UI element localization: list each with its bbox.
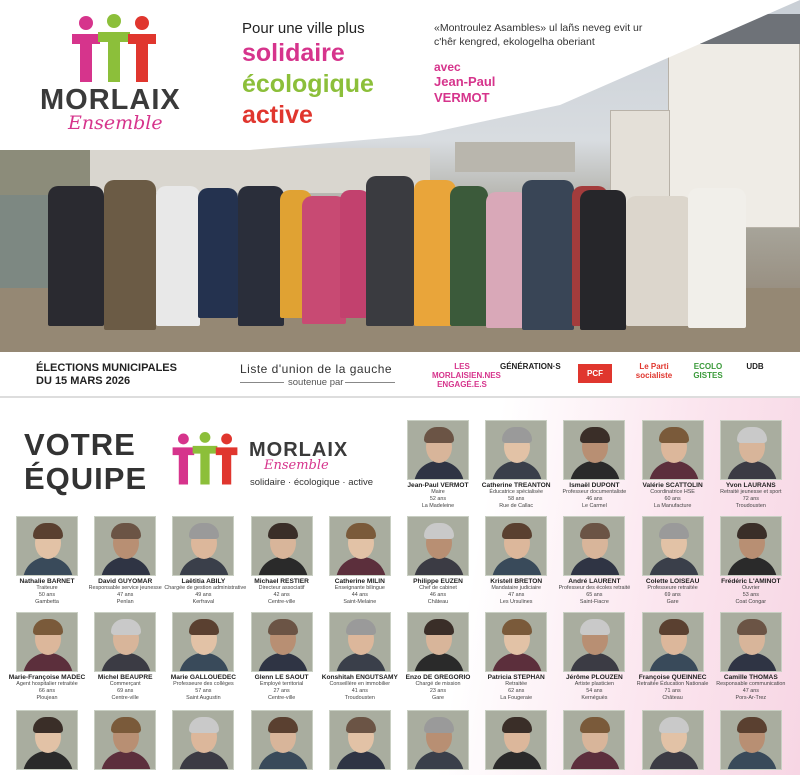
member-neighborhood: Centre-ville bbox=[267, 599, 296, 605]
member-neighborhood: Gambetta bbox=[35, 599, 59, 605]
member-portrait bbox=[407, 612, 469, 672]
team-member-card bbox=[8, 710, 86, 770]
member-age: 47 ans bbox=[508, 592, 525, 598]
member-role: Directeur associatif bbox=[258, 585, 305, 591]
member-age: 72 ans bbox=[742, 496, 759, 502]
team-member-card bbox=[8, 612, 86, 708]
morlaix-ensemble-logo-icon bbox=[66, 14, 162, 84]
member-role: Professeur documentaliste bbox=[562, 489, 627, 495]
union-title: Liste d'union de la gauche bbox=[240, 362, 393, 376]
member-portrait bbox=[407, 710, 469, 770]
member-name: Frédéric L'AMINOT bbox=[721, 578, 781, 585]
member-name: Ismaël DUPONT bbox=[569, 482, 620, 489]
member-role: Chargée de gestion administrative bbox=[164, 585, 247, 591]
member-portrait bbox=[251, 612, 313, 672]
member-portrait bbox=[485, 710, 547, 770]
team-member-card bbox=[164, 516, 247, 612]
member-portrait bbox=[642, 710, 704, 770]
member-age: 65 ans bbox=[586, 592, 603, 598]
member-portrait bbox=[172, 612, 234, 672]
member-neighborhood: Saint Augustin bbox=[186, 695, 221, 701]
member-portrait bbox=[485, 516, 547, 576]
member-age: 52 ans bbox=[429, 496, 447, 502]
member-role: Traiteure bbox=[36, 585, 58, 591]
team-member-card bbox=[712, 516, 790, 612]
member-role: Éducatrice spécialisée bbox=[489, 489, 543, 495]
team-member-card bbox=[712, 612, 790, 708]
member-portrait bbox=[329, 516, 391, 576]
member-role: Coordinatrice HSE bbox=[650, 489, 695, 495]
member-name: Laëtitia ABILY bbox=[181, 578, 226, 585]
team-member-card bbox=[634, 612, 712, 708]
member-neighborhood: Coat Congar bbox=[735, 599, 767, 605]
member-neighborhood: Pors-Ar-Trez bbox=[735, 695, 767, 701]
member-name: Patricia STEPHAN bbox=[487, 674, 545, 681]
member-neighborhood: Rue de Callac bbox=[499, 503, 534, 509]
team-member-card bbox=[321, 612, 399, 708]
team-member-card bbox=[555, 612, 633, 708]
member-neighborhood: La Fougeraie bbox=[500, 695, 533, 701]
member-portrait bbox=[642, 516, 704, 576]
team-member-card bbox=[8, 516, 86, 612]
member-age: 41 ans bbox=[351, 688, 368, 694]
team-member-card bbox=[477, 710, 555, 770]
member-role: Responsable communication bbox=[716, 681, 786, 687]
member-role: Professeure retraitée bbox=[647, 585, 698, 591]
party-logo: UDB bbox=[746, 362, 764, 371]
member-portrait bbox=[16, 612, 78, 672]
member-portrait bbox=[563, 612, 625, 672]
member-age: 44 ans bbox=[351, 592, 368, 598]
team-member-card bbox=[321, 516, 399, 612]
team-member-card bbox=[164, 710, 242, 770]
team-member-card bbox=[634, 420, 712, 516]
member-role: Retraitée Éducation Nationale bbox=[636, 681, 709, 687]
member-age: 23 ans bbox=[429, 688, 447, 694]
party-logo: GÉNÉRATION·S bbox=[500, 362, 561, 371]
member-age: 60 ans bbox=[664, 496, 681, 502]
member-role: Commerçant bbox=[109, 681, 141, 687]
member-name: Nathalie BARNET bbox=[19, 578, 75, 585]
member-neighborhood: Château bbox=[427, 599, 449, 605]
team-member-card bbox=[477, 612, 555, 708]
member-age: 69 ans bbox=[117, 688, 134, 694]
member-name: Yvon LAURANS bbox=[725, 482, 776, 489]
member-portrait bbox=[720, 420, 782, 480]
team-member-card bbox=[634, 516, 712, 612]
member-role: Ouvrier bbox=[741, 585, 760, 591]
member-neighborhood: Le Carmel bbox=[581, 503, 607, 509]
party-logo: ECOLO GISTES bbox=[693, 362, 723, 380]
member-portrait bbox=[94, 710, 156, 770]
team-member-card bbox=[712, 710, 790, 770]
team-member-card bbox=[399, 612, 477, 708]
brand-wordmark-small: MORLAIX bbox=[249, 439, 349, 461]
member-portrait bbox=[329, 710, 391, 770]
member-neighborhood: Saint-Fiacre bbox=[579, 599, 609, 605]
member-portrait bbox=[16, 710, 78, 770]
member-neighborhood: Troudousten bbox=[344, 695, 375, 701]
team-member-card bbox=[86, 710, 164, 770]
member-neighborhood: Château bbox=[662, 695, 683, 701]
member-age: 47 ans bbox=[742, 688, 759, 694]
morlaix-ensemble-logo-icon bbox=[166, 432, 244, 486]
member-role: Chargé de mission bbox=[415, 681, 461, 687]
member-portrait bbox=[720, 612, 782, 672]
member-age: 47 ans bbox=[117, 592, 134, 598]
member-portrait bbox=[94, 516, 156, 576]
member-name: Glenn LE SAOUT bbox=[254, 674, 309, 681]
team-member-card bbox=[399, 516, 477, 612]
team-member-card bbox=[477, 420, 555, 516]
member-name: Marie GALLOUEDEC bbox=[170, 674, 236, 681]
team-member-card bbox=[634, 710, 712, 770]
team-member-card bbox=[164, 612, 242, 708]
team-member-card bbox=[321, 710, 399, 770]
slogan-active: active bbox=[242, 101, 313, 129]
member-age: 69 ans bbox=[664, 592, 681, 598]
member-role: Chef de cabinet bbox=[419, 585, 457, 591]
member-name: Enzo DE GREGORIO bbox=[405, 674, 471, 681]
member-age: 58 ans bbox=[508, 496, 525, 502]
member-age: 53 ans bbox=[742, 592, 759, 598]
member-neighborhood: Ploujean bbox=[36, 695, 58, 701]
slogan-solidaire: solidaire bbox=[242, 39, 345, 67]
member-name: Colette LOISEAU bbox=[645, 578, 700, 585]
team-member-card bbox=[86, 612, 164, 708]
member-portrait bbox=[642, 612, 704, 672]
team-member-card bbox=[243, 516, 321, 612]
member-role: Retraité jeunesse et sport bbox=[720, 489, 782, 495]
member-portrait bbox=[642, 420, 704, 480]
member-age: 50 ans bbox=[38, 592, 56, 598]
member-role: Professeure des collèges bbox=[173, 681, 234, 687]
member-name: Michel BEAUPRE bbox=[97, 674, 153, 681]
member-role: Professeur des écoles retraité bbox=[558, 585, 631, 591]
election-date: ÉLECTIONS MUNICIPALES DU 15 MARS 2026 bbox=[36, 362, 177, 387]
member-role: Artiste plasticien bbox=[574, 681, 615, 687]
member-portrait bbox=[563, 516, 625, 576]
member-neighborhood: Troudousten bbox=[735, 503, 766, 509]
member-name: Jérôme PLOUZEN bbox=[565, 674, 623, 681]
member-portrait bbox=[16, 516, 78, 576]
member-name: André LAURENT bbox=[568, 578, 621, 585]
member-portrait bbox=[251, 516, 313, 576]
party-logo: PCF bbox=[578, 364, 612, 383]
team-member-card bbox=[243, 612, 321, 708]
divider bbox=[345, 382, 395, 383]
member-age: 71 ans bbox=[664, 688, 681, 694]
brand-wordmark: MORLAIX bbox=[40, 84, 181, 116]
slogan-intro: Pour une ville plus bbox=[242, 20, 365, 37]
team-member-card bbox=[477, 516, 555, 612]
member-neighborhood: Centre-ville bbox=[111, 695, 139, 701]
member-name: Michael RESTIER bbox=[254, 578, 309, 585]
member-neighborhood: Les Ursulines bbox=[499, 599, 533, 605]
member-name: Marie-Françoise MADEC bbox=[8, 674, 86, 681]
member-role: Conseillère en immobilier bbox=[329, 681, 391, 687]
member-age: 62 ans bbox=[508, 688, 525, 694]
member-role: Retraitée bbox=[505, 681, 528, 687]
member-neighborhood: Penlan bbox=[116, 599, 134, 605]
team-member-card bbox=[712, 420, 790, 516]
member-neighborhood: La Manufacture bbox=[653, 503, 692, 509]
member-role: Mandataire judiciaire bbox=[491, 585, 542, 591]
party-logo: LES MORLAISIEN.NES ENGAGÉ.E.S bbox=[432, 362, 501, 389]
member-portrait bbox=[407, 420, 469, 480]
member-age: 66 ans bbox=[38, 688, 56, 694]
member-role: Employé territorial bbox=[259, 681, 304, 687]
member-name: Catherine TREANTON bbox=[481, 482, 551, 489]
team-member-card bbox=[555, 516, 633, 612]
member-portrait bbox=[329, 612, 391, 672]
member-age: 27 ans bbox=[273, 688, 290, 694]
member-name: Kristell BRETON bbox=[490, 578, 543, 585]
member-portrait bbox=[407, 516, 469, 576]
member-portrait bbox=[172, 516, 234, 576]
member-age: 49 ans bbox=[195, 592, 212, 598]
member-age: 54 ans bbox=[586, 688, 603, 694]
member-name: Catherine MILIN bbox=[334, 578, 385, 585]
team-member-card bbox=[86, 516, 164, 612]
candidate-last-name: VERMOT bbox=[434, 90, 490, 105]
member-name: Jean-Paul VERMOT bbox=[407, 482, 469, 489]
team-member-card bbox=[555, 420, 633, 516]
team-section bbox=[0, 398, 800, 775]
member-neighborhood: Kerfraval bbox=[192, 599, 215, 605]
member-name: Valérie SCATTOLIN bbox=[642, 482, 703, 489]
union-subtitle: soutenue par bbox=[288, 377, 344, 388]
member-age: 46 ans bbox=[586, 496, 603, 502]
member-role: Enseignante bilingue bbox=[334, 585, 385, 591]
member-portrait bbox=[485, 420, 547, 480]
candidate-first-name: Jean-Paul bbox=[434, 74, 496, 89]
member-role: Agent hospitalier retraitée bbox=[16, 681, 78, 687]
avec-label: avec bbox=[434, 60, 461, 74]
brand-tagline: solidaire · écologique · active bbox=[250, 477, 374, 488]
member-name: Françoise QUEINNEC bbox=[638, 674, 707, 681]
member-neighborhood: La Madeleine bbox=[421, 503, 455, 509]
brand-script: Ensemble bbox=[68, 112, 163, 134]
brand-script-small: Ensemble bbox=[264, 458, 329, 473]
member-portrait bbox=[172, 710, 234, 770]
team-member-card bbox=[399, 710, 477, 770]
member-age: 42 ans bbox=[273, 592, 290, 598]
divider bbox=[240, 382, 284, 383]
member-portrait bbox=[720, 516, 782, 576]
member-neighborhood: Gare bbox=[432, 695, 444, 701]
member-role: Responsable service jeunesse bbox=[88, 585, 162, 591]
member-name: Philippe EUZEN bbox=[413, 578, 463, 585]
member-name: Camille THOMAS bbox=[723, 674, 778, 681]
team-title: VOTRE ÉQUIPE bbox=[24, 427, 148, 496]
member-neighborhood: Saint-Melaine bbox=[343, 599, 377, 605]
member-portrait bbox=[485, 612, 547, 672]
breton-tagline: «Montroulez Asambles» ul lañs neveg evit ur c'hêr kengred, ekologelha oberiant bbox=[434, 22, 643, 48]
member-name: David GUYOMAR bbox=[98, 578, 153, 585]
team-member-card bbox=[555, 710, 633, 770]
member-portrait bbox=[563, 710, 625, 770]
member-age: 57 ans bbox=[195, 688, 212, 694]
member-neighborhood: Gare bbox=[666, 599, 679, 605]
member-age: 46 ans bbox=[429, 592, 447, 598]
member-neighborhood: Centre-ville bbox=[267, 695, 296, 701]
slogan-ecologique: écologique bbox=[242, 70, 374, 98]
member-name: Konshitah ENGUTSAMY bbox=[321, 674, 398, 681]
member-neighborhood: Kernéguès bbox=[581, 695, 608, 701]
team-member-card bbox=[399, 420, 477, 516]
member-portrait bbox=[94, 612, 156, 672]
team-member-card bbox=[243, 710, 321, 770]
member-portrait bbox=[251, 710, 313, 770]
member-portrait bbox=[563, 420, 625, 480]
member-portrait bbox=[720, 710, 782, 770]
party-logo: Le Parti socialiste bbox=[635, 362, 673, 380]
member-role: Maire bbox=[431, 489, 445, 495]
